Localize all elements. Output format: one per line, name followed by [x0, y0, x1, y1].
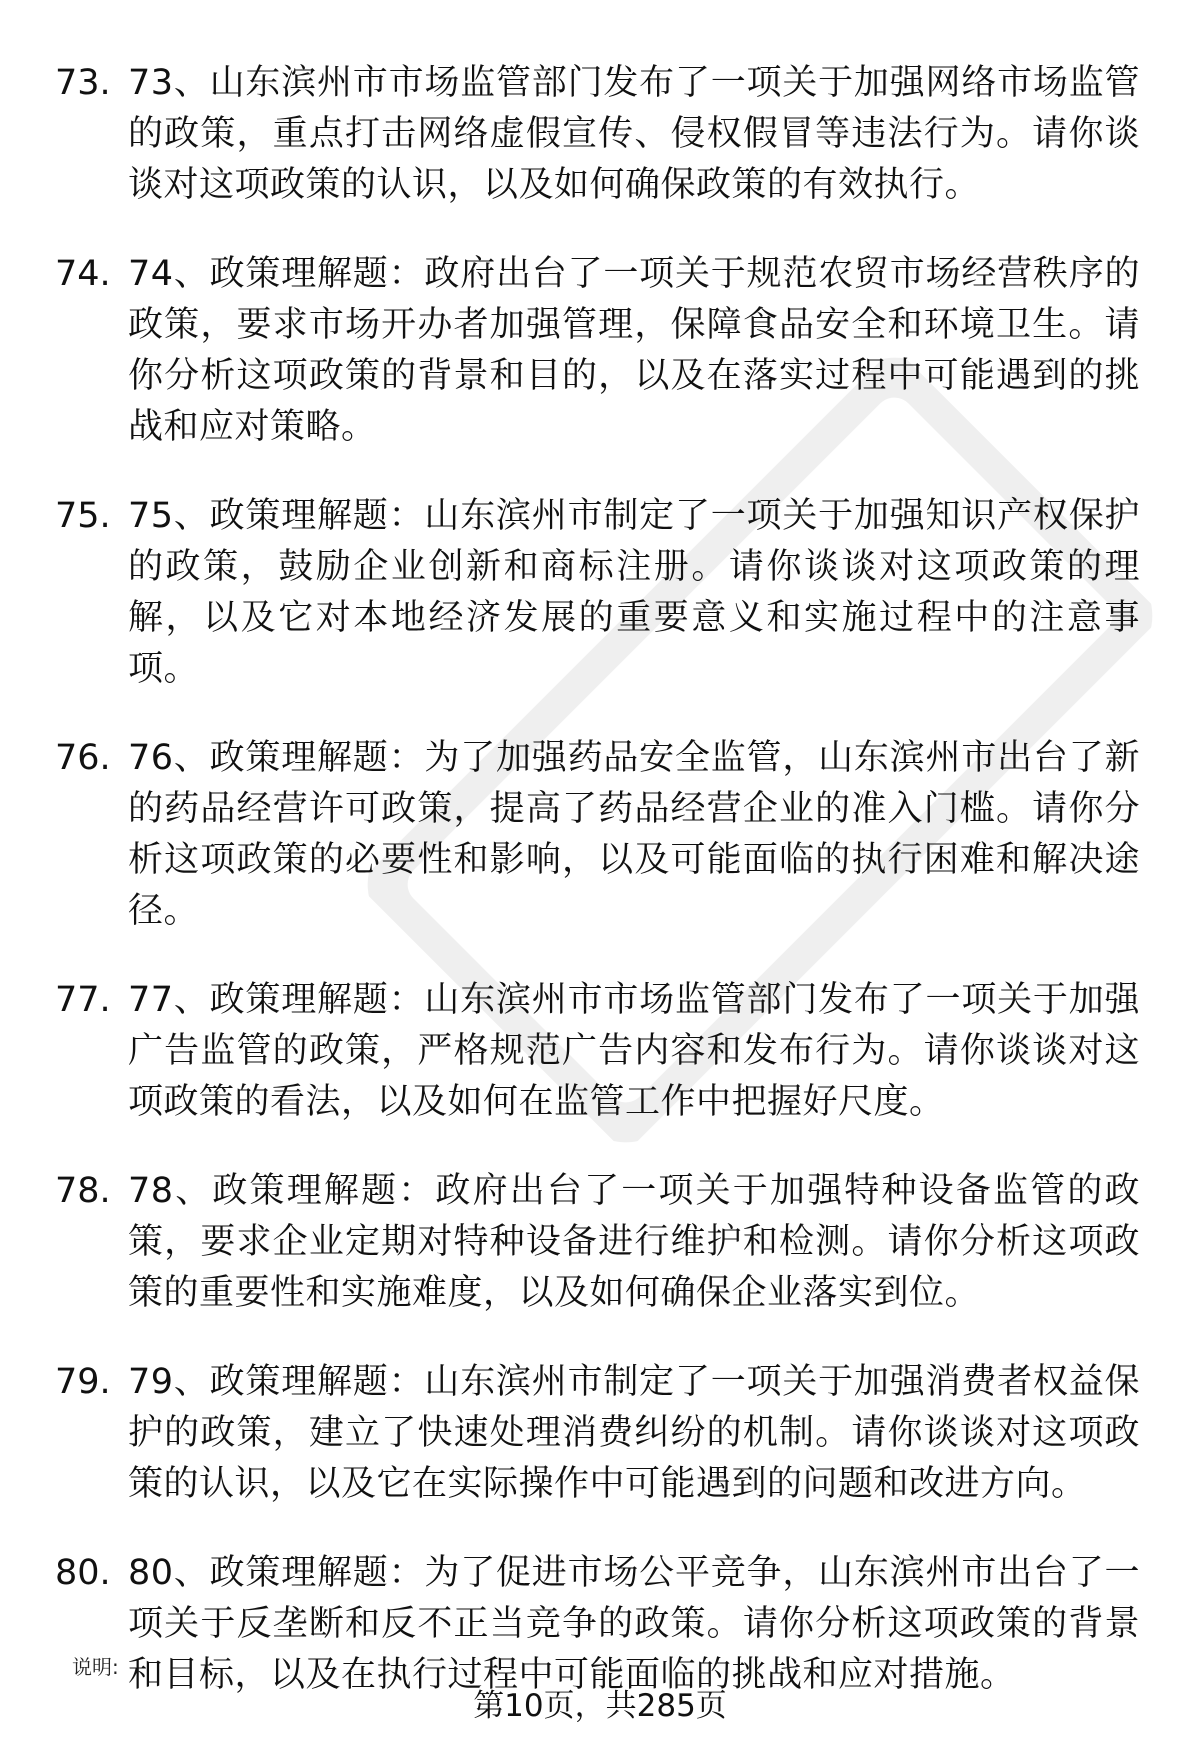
page-footer: 第10页，共285页	[473, 1688, 727, 1724]
question-item-76	[0, 733, 1200, 937]
question-item-80	[0, 1548, 1200, 1701]
question-number: 80.	[55, 1553, 111, 1593]
note-label: 说明:	[72, 1655, 119, 1679]
question-number: 73.	[55, 63, 111, 103]
question-number: 79.	[55, 1362, 111, 1402]
question-item-77	[0, 975, 1200, 1128]
question-text: 80、政策理解题：为了促进市场公平竞争，山东滨州市出台了一项关于反垄断和反不正当竞争的政策。请你分析这项政策的背景和目标，以及在执行过程中可能面临的挑战和应对措施。	[128, 1553, 1140, 1695]
question-text: 76、政策理解题：为了加强药品安全监管，山东滨州市出台了新的药品经营许可政策，提高了药品经营企业的准入门槛。请你分析这项政策的必要性和影响，以及可能面临的执行困难和解决途径。	[128, 738, 1140, 931]
question-text: 75、政策理解题：山东滨州市制定了一项关于加强知识产权保护的政策，鼓励企业创新和商标注册。请你谈谈对这项政策的理解，以及它对本地经济发展的重要意义和实施过程中的注意事项。	[128, 496, 1140, 689]
question-number: 78.	[55, 1171, 111, 1211]
question-number: 76.	[55, 738, 111, 778]
question-item-79	[0, 1357, 1200, 1510]
question-text: 77、政策理解题：山东滨州市市场监管部门发布了一项关于加强广告监管的政策，严格规范广告内容和发布行为。请你谈谈对这项政策的看法，以及如何在监管工作中把握好尺度。	[128, 980, 1140, 1122]
question-item-75	[0, 491, 1200, 695]
question-item-78	[0, 1166, 1200, 1319]
question-item-74	[0, 249, 1200, 453]
question-number: 75.	[55, 496, 111, 536]
question-text: 73、山东滨州市市场监管部门发布了一项关于加强网络市场监管的政策，重点打击网络虚假宣传、侵权假冒等违法行为。请你谈谈对这项政策的认识，以及如何确保政策的有效执行。	[128, 63, 1140, 205]
question-number: 77.	[55, 980, 111, 1020]
question-text: 78、政策理解题：政府出台了一项关于加强特种设备监管的政策，要求企业定期对特种设备进行维护和检测。请你分析这项政策的重要性和实施难度，以及如何确保企业落实到位。	[128, 1171, 1140, 1313]
question-item-73	[0, 58, 1200, 211]
question-number: 74.	[55, 254, 111, 294]
question-text: 74、政策理解题：政府出台了一项关于规范农贸市场经营秩序的政策，要求市场开办者加强管理，保障食品安全和环境卫生。请你分析这项政策的背景和目的，以及在落实过程中可能遇到的挑战和应对策略。	[128, 254, 1140, 447]
question-text: 79、政策理解题：山东滨州市制定了一项关于加强消费者权益保护的政策，建立了快速处理消费纠纷的机制。请你谈谈对这项政策的认识，以及它在实际操作中可能遇到的问题和改进方向。	[128, 1362, 1140, 1504]
question-list	[0, 58, 1200, 1739]
